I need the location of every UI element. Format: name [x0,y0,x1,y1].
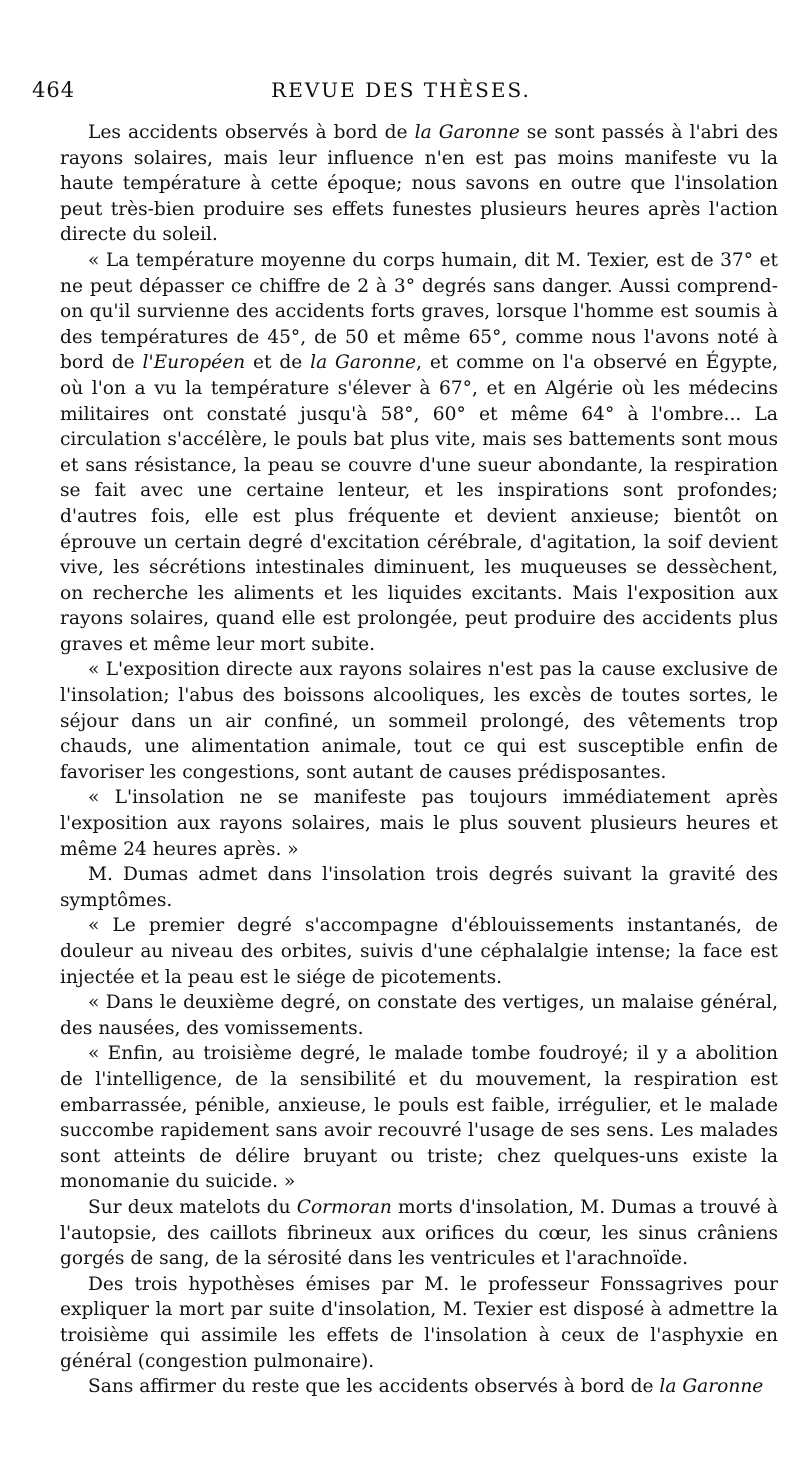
text-run: « Enfin, au troisième degré, le malade tombe foudroyé; il y a abolition de l'intelligence, de la sensibilité et du mouvement, la respiration est embarrassée, pénible, anxieuse, le pouls est faible, irrégulier, et le malade succombe rapidement sans avoir recouvré l'usage de ses sens. Les malades sont atteints de délire bruyant ou triste; chez quelques-uns existe la monomanie du suicide. » [60,1043,778,1193]
text-run: Les accidents observés à bord de [88,122,415,143]
paragraph [60,990,778,1041]
page-header [32,78,770,108]
text-run: « L'insolation ne se manifeste pas toujours immédiatement après l'exposition aux rayons solaires, mais le plus souvent plusieurs heures et même 24 heures après. » [60,787,778,860]
text-run: et de [245,352,311,374]
ship-name: l'Européen [142,352,246,374]
paragraph [60,785,778,862]
text-run: « L'exposition directe aux rayons solaires n'est pas la cause exclusive de l'insolation; l'abus des boissons alcooliques, les excès de toutes sortes, le séjour dans un air confiné, un sommeil prolongé, des vêtements trop chauds, une alimentation animale, tout ce qui est susceptible enfin de favoriser les congestions, sont autant de causes prédisposantes. [60,659,778,783]
ship-name: la Garonne [310,352,417,374]
paragraph [60,248,778,658]
text-run: « Le premier degré s'accompagne d'éblouissements instantanés, de douleur au niveau des orbites, suivis d'une céphalalgie intense; la face est injectée et la peau est le siége de picotements. [60,915,778,988]
page-number: 464 [32,78,76,102]
ship-name: Cormoran [296,1196,392,1218]
paragraph [60,1195,778,1272]
text-run: , et comme on l'a observé en Égypte, où l'on a vu la température s'élever à 67°, et en Algérie où les médecins militaires ont constaté jusqu'à 58°, 60° et même 64° à l'ombre... La circulation s'accélère, le pouls bat plus vite, mais ses battements sont mous et sans résistance, la peau se couvre d'une sueur abondante, la respiration se fait avec une certaine lenteur, et les inspirations sont profondes; d'autres fois, elle est plus fréquente et devient anxieuse; bientôt on éprouve un certain degré d'excitation cérébrale, d'agitation, la soif devient vive, les sécrétions intestinales diminuent, les muqueuses se dessèchent, on recherche les aliments et les liquides excitants. Mais l'exposition aux rayons solaires, quand elle est prolongée, peut produire des accidents plus graves et même leur mort subite. [60,352,779,655]
paragraph [60,1374,778,1400]
paragraph [60,1272,778,1374]
paragraph [60,657,778,785]
paragraph [60,120,778,248]
paragraph [60,862,778,913]
text-run: « Dans le deuxième degré, on constate des vertiges, un malaise général, des nausées, des vomissements. [60,992,778,1039]
page-body [60,120,778,1400]
paragraph [60,1041,778,1195]
text-run: morts d'insolation, M. Dumas a trouvé à l'autopsie, des caillots fibrineux aux orifices du cœur, les sinus crâniens gorgés de sang, de la sérosité dans les ventricules et l'arachnoïde. [60,1196,778,1270]
ship-name: la Garonne [659,1376,764,1398]
text-run: Sans affirmer du reste que les accidents observés à bord de [88,1376,660,1398]
running-title: REVUE DES THÈSES. [271,78,531,102]
paragraph [60,913,778,990]
ship-name: la Garonne [414,122,520,143]
text-run: Des trois hypothèses émises par M. le professeur Fonssagrives pour expliquer la mort par suite d'insolation, M. Texier est disposé à admettre la troisième qui assimile les effets de l'insolation à ceux de l'asphyxie en général (congestion pulmonaire). [60,1273,778,1372]
text-run: Sur deux matelots du [88,1196,297,1218]
text-run: se sont passés à l'abri des rayons solaires, mais leur influence n'en est pas moins manifeste vu la haute température à cette époque; nous savons en outre que l'insolation peut très-bien produire ses effets funestes plusieurs heures après l'action directe du soleil. [60,122,778,246]
text-run: « La température moyenne du corps humain, dit M. Texier, est de 37° et ne peut dépasser ce chiffre de 2 à 3° degrés sans danger. Aussi comprend-on qu'il survienne des accidents forts graves, lorsque l'homme est soumis à des températures de 45°, de 50 et même 65°, comme nous l'avons noté à bord de [60,249,778,374]
text-run: M. Dumas admet dans l'insolation trois degrés suivant la gravité des symptômes. [60,864,778,911]
